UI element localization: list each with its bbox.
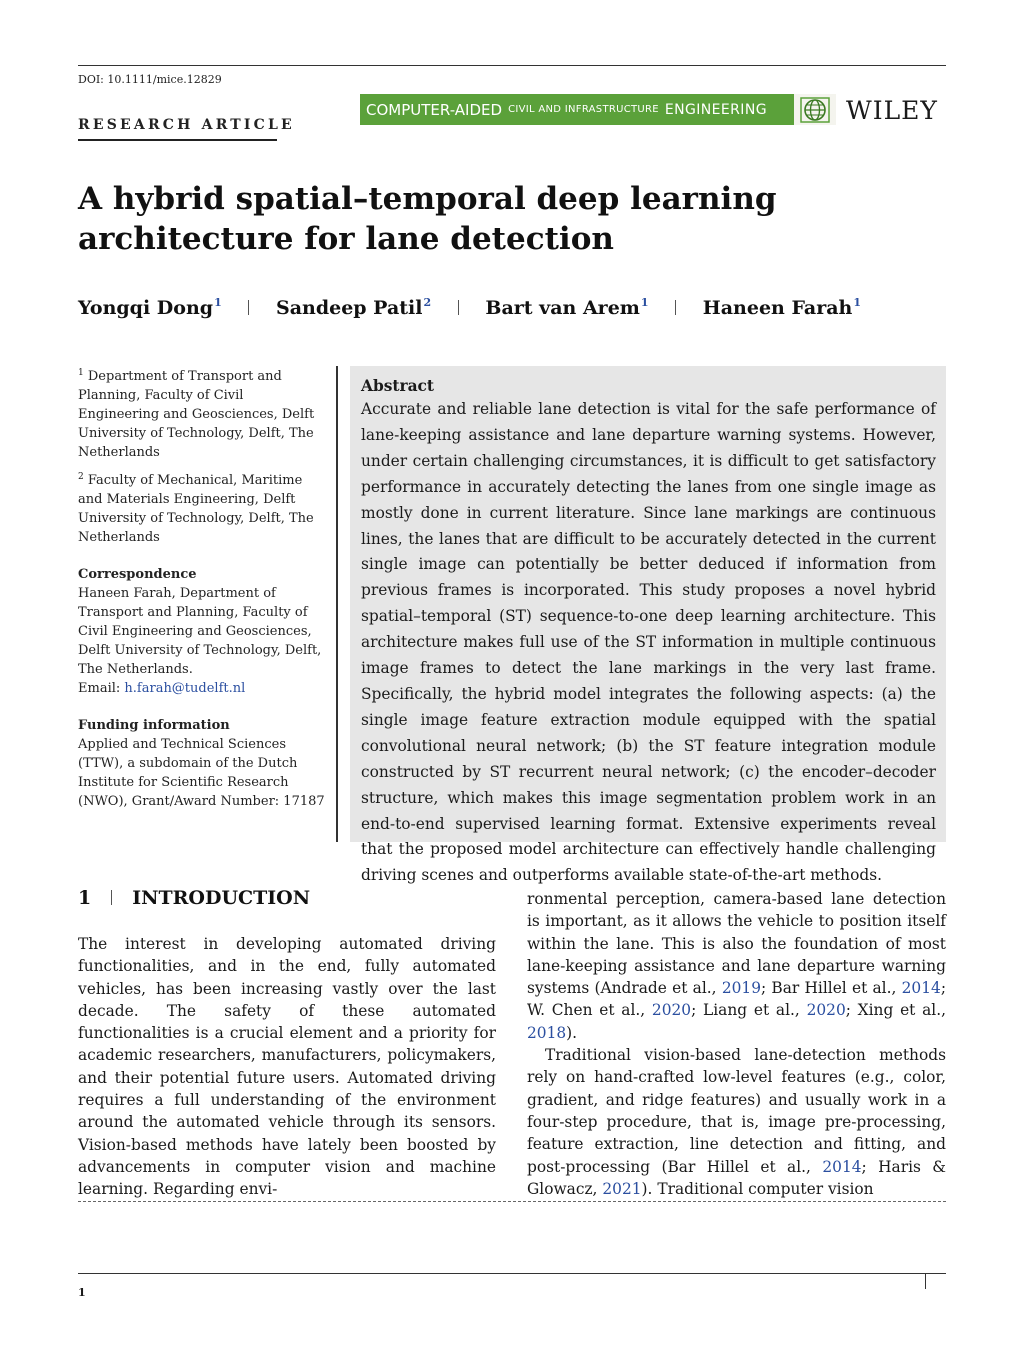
email-link[interactable]: h.farah@tudelft.nl: [124, 681, 246, 696]
author-separator: [675, 300, 676, 315]
text-run: ; Xing et al.,: [845, 1001, 946, 1020]
article-info-column: [78, 364, 328, 811]
text-run: ). Traditional computer vision: [641, 1179, 874, 1198]
author-name[interactable]: Bart van Arem: [485, 297, 640, 319]
body-paragraph: [527, 1044, 946, 1200]
article-type-underline: [78, 139, 277, 141]
section-separator: [111, 890, 112, 905]
section-heading: [78, 887, 310, 909]
text-run: ; W. Chen et al.,: [527, 979, 946, 1020]
article-type: RESEARCH ARTICLE: [78, 117, 295, 133]
author-affiliation-mark[interactable]: 1: [853, 296, 862, 309]
author-separator: [458, 300, 459, 315]
citation-link[interactable]: 2014: [901, 979, 941, 998]
author-name[interactable]: Sandeep Patil: [275, 297, 423, 319]
author-separator: [248, 300, 249, 315]
correspondence-heading: Correspondence: [78, 567, 197, 582]
paper-title: A hybrid spatial–temporal deep learning architecture for lane detection: [78, 181, 777, 257]
citation-link[interactable]: 2018: [527, 1023, 567, 1042]
body-left-column: [78, 933, 496, 1201]
text-run: ; Haris & Glowacz,: [527, 1157, 946, 1198]
author-affiliation-mark[interactable]: 1: [640, 296, 649, 309]
affiliation-text: Faculty of Mechanical, Maritime and Materials Engineering, Delft University of Technology, Delft, The Netherlands: [78, 473, 314, 545]
author-affiliation-mark[interactable]: 2: [423, 296, 432, 309]
affiliation-number: 2: [78, 472, 84, 482]
text-run: Traditional vision-based lane-detection methods rely on hand-crafted low-level features (e.g., color, gradient, and ridge features) and usually work in a four-step procedure, that is, image pre-processing, feature extraction, line detection and fitting, and post-processing (Bar Hillel et al.,: [527, 1046, 946, 1176]
body-right-column: [527, 888, 946, 1200]
abstract-heading: Abstract: [361, 377, 435, 395]
correspondence-email: [78, 679, 328, 698]
author-name[interactable]: Haneen Farah: [702, 297, 853, 319]
funding-heading: Funding information: [78, 718, 230, 733]
journal-banner[interactable]: [360, 94, 836, 125]
funding-text: Applied and Technical Sciences (TTW), a subdomain of the Dutch Institute for Scientific Research (NWO), Grant/Award Number: 17187: [78, 737, 325, 809]
correspondence-text: Haneen Farah, Department of Transport and Planning, Faculty of Civil Engineering and Geosciences, Delft University of Technology, Delft, The Netherlands.: [78, 586, 322, 677]
text-run: ; Bar Hillel et al.,: [760, 979, 902, 998]
text-run: ronmental perception, camera-based lane detection is important, as it allows the vehicle to position itself within the lane. This is also the foundation of most lane-keeping assistance and lane departure warning systems (Andrade et al.,: [527, 890, 946, 998]
globe-icon: [794, 94, 836, 125]
citation-link[interactable]: 2020: [651, 1001, 692, 1020]
text-run: ).: [566, 1023, 578, 1042]
footer-rule: [78, 1273, 946, 1274]
dashed-divider: [78, 1201, 946, 1202]
affiliation: [78, 468, 328, 547]
abstract-box: [350, 366, 946, 885]
footer-tick: [925, 1273, 926, 1289]
affiliation: [78, 364, 328, 462]
section-title: INTRODUCTION: [132, 887, 311, 909]
column-divider: [336, 366, 338, 842]
citation-link[interactable]: 2014: [822, 1157, 862, 1176]
section-number: 1: [78, 887, 92, 909]
journal-name-part2: CIVIL AND INFRASTRUCTURE: [508, 104, 659, 115]
citation-link[interactable]: 2020: [806, 1001, 846, 1020]
body-paragraph: The interest in developing automated driving functionalities, and in the end, fully automated vehicles, has been increasing vastly over the last decade. The safety of these automated functionalities is a crucial element and a priority for academic researchers, manufacturers, policymakers, and their potential future users. Automated driving requires a full understanding of the environment around the automated vehicle through its sensors. Vision-based methods have lately been boosted by advancements in computer vision and machine learning. Regarding envi-: [78, 935, 496, 1199]
body-paragraph: [527, 888, 946, 1044]
publisher-logo[interactable]: WILEY: [846, 96, 938, 125]
affiliation-text: Department of Transport and Planning, Faculty of Civil Engineering and Geosciences, Delft University of Technology, Delft, The Netherlands: [78, 369, 315, 460]
text-run: ; Liang et al.,: [691, 1001, 807, 1020]
author-name[interactable]: Yongqi Dong: [78, 297, 214, 319]
journal-name-part3: ENGINEERING: [664, 101, 767, 118]
abstract-text: Accurate and reliable lane detection is vital for the safe performance of lane-keeping assistance and lane departure warning systems. However, under certain challenging circumstances, it is difficult to get satisfactory performance in accurately detecting the lanes from one single image as mostly done in current literature. Since lane markings are continuous lines, the lanes that are difficult to be accurately detected in the current single image can potentially be better deduced if information from previous frames is incorporated. This study proposes a novel hybrid spatial–temporal (ST) sequence-to-one deep learning architecture. This architecture makes full use of the ST information in multiple continuous image frames to detect the lane markings in the very last frame. Specifically, the hybrid model integrates the following aspects: (a) the single image feature extraction module equipped with the spatial convolutional neural network; (b) the ST feature integration module constructed by ST recurrent neural network; (c) the encoder–decoder structure, which makes this image segmentation problem work in an end-to-end supervised learning format. Extensive experiments reveal that the proposed model architecture can effectively handle challenging driving scenes and outperforms available state-of-the-art methods.: [361, 400, 936, 885]
author-list: [78, 296, 861, 319]
citation-link[interactable]: 2021: [602, 1179, 642, 1198]
email-label: Email:: [78, 681, 125, 696]
citation-link[interactable]: 2019: [721, 979, 761, 998]
page-number: 1: [78, 1286, 86, 1299]
affiliation-number: 1: [78, 368, 84, 378]
top-rule: [78, 65, 946, 66]
journal-name-part1: COMPUTER-AIDED: [366, 100, 503, 119]
author-affiliation-mark[interactable]: 1: [214, 296, 222, 309]
doi[interactable]: DOI: 10.1111/mice.12829: [78, 73, 222, 86]
